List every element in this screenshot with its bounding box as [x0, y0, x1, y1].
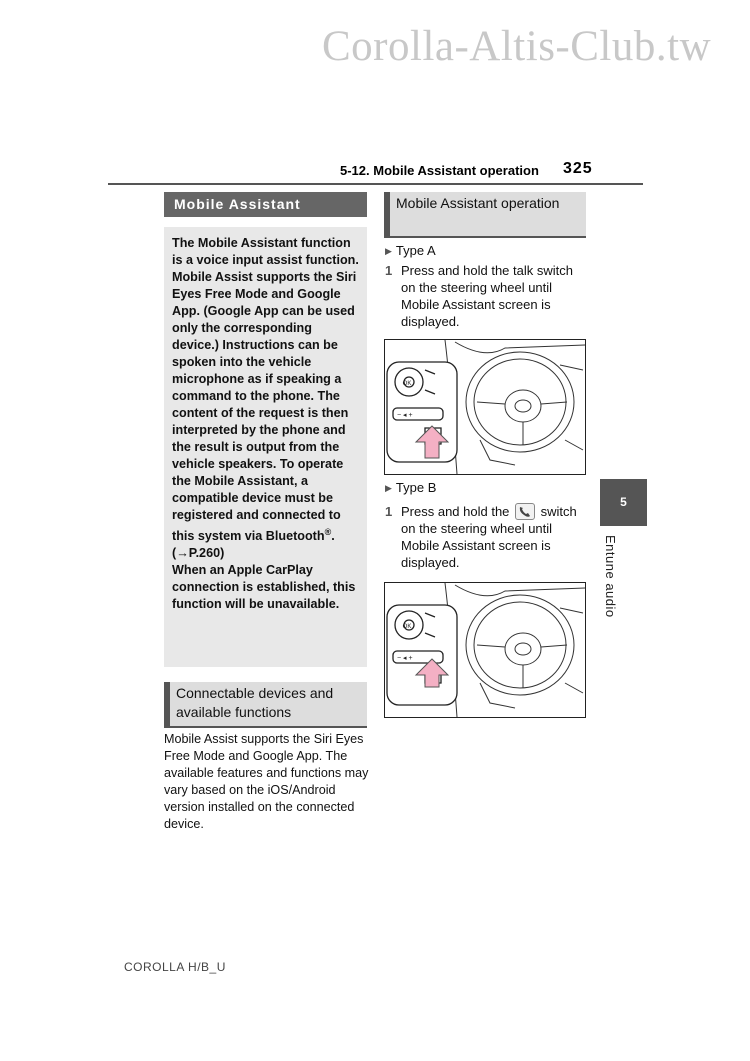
info-box	[164, 227, 367, 667]
svg-text:OK: OK	[402, 381, 412, 387]
steering-wheel-illustration	[385, 583, 585, 717]
page-reference[interactable]: (→P.260)	[172, 546, 225, 561]
step-number: 1	[385, 504, 393, 519]
svg-text:− ◂ +: − ◂ +	[397, 412, 413, 419]
mobile-assistant-heading: Mobile Assistant	[164, 192, 367, 217]
type-a-step	[385, 262, 585, 330]
steering-wheel-figure-b	[384, 582, 586, 718]
triangle-icon: ▶	[385, 483, 392, 493]
type-b-step	[385, 503, 585, 571]
type-a-label: ▶ Type A	[385, 243, 436, 258]
phone-icon	[515, 503, 535, 520]
connectable-devices-heading: Connectable devices and available functions	[164, 682, 367, 728]
footer-model: COROLLA H/B_U	[124, 960, 226, 974]
watermark: Corolla-Altis-Club.tw	[322, 23, 712, 70]
carplay-note: When an Apple CarPlay connection is established, this function will be unavailable.	[172, 563, 356, 612]
step-number: 1	[385, 263, 393, 278]
chapter-tab[interactable]: 5	[600, 479, 647, 526]
header-rule	[108, 183, 643, 185]
steering-wheel-illustration	[385, 340, 585, 474]
section-title: 5-12. Mobile Assistant operation	[340, 163, 539, 178]
step-text: Press and hold the talk switch on the steering wheel until Mobile Assistant screen is displayed.	[401, 263, 573, 329]
steering-wheel-figure-a	[384, 339, 586, 475]
chapter-label: Entune audio	[603, 535, 618, 618]
type-b-label: ▶ Type B	[385, 480, 437, 495]
svg-text:− ◂ +: − ◂ +	[397, 655, 413, 662]
triangle-icon: ▶	[385, 246, 392, 256]
page-number: 325	[563, 160, 593, 177]
connectable-devices-body: Mobile Assist supports the Siri Eyes Free Mode and Google App. The available features and functions may vary based on the iOS/Android version installed on the connected device.	[164, 732, 369, 831]
step-text: Press and hold the switch on the steering wheel until Mobile Assistant screen is displayed.	[401, 504, 577, 570]
operation-heading: Mobile Assistant operation	[384, 192, 586, 238]
registered-mark: ®	[324, 527, 332, 537]
svg-text:OK: OK	[402, 624, 412, 630]
info-text: The Mobile Assistant function is a voice input assist function. Mobile Assist supports the Siri Eyes Free Mode and Google App. (Google App can be used only the corresponding device.) Instructions can be spoken into the vehicle microphone as if speaking a command to the phone. The content of the request is then interpreted by the phone and the result is output from the vehicle speakers. To operate the Mobile Assistant, a compatible device must be registered and connected to this system via Bluetooth®.	[172, 236, 359, 544]
